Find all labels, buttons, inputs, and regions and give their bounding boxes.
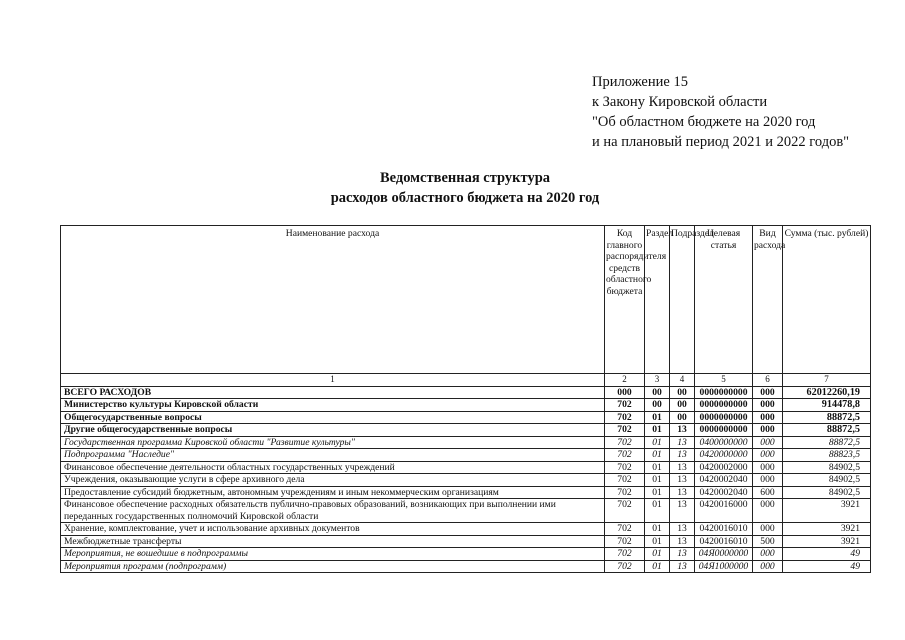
row-target-cell: 0000000000 xyxy=(695,399,753,412)
table-body xyxy=(61,386,871,573)
row-subsection-cell: 00 xyxy=(670,411,695,424)
row-subsection-cell: 13 xyxy=(670,535,695,548)
row-admin-code-cell: 702 xyxy=(605,560,645,573)
appendix-line-2: к Закону Кировской области xyxy=(592,94,768,110)
row-name-cell: Государственная программа Кировской области "Развитие культуры" xyxy=(61,436,605,449)
row-amount-cell: 88872,5 xyxy=(783,424,871,437)
column-number: 4 xyxy=(670,374,695,387)
row-name-cell: Общегосударственные вопросы xyxy=(61,411,605,424)
row-target-cell: 0000000000 xyxy=(695,424,753,437)
table-row xyxy=(61,449,871,462)
row-target-cell: 0420002040 xyxy=(695,486,753,499)
row-expense-type-cell: 000 xyxy=(753,461,783,474)
row-section-cell: 00 xyxy=(645,386,670,399)
table-row xyxy=(61,535,871,548)
row-name-cell: ВСЕГО РАСХОДОВ xyxy=(61,386,605,399)
row-subsection-cell: 13 xyxy=(670,523,695,536)
row-amount-cell: 49 xyxy=(783,560,871,573)
appendix-line-1: Приложение 15 xyxy=(592,74,688,90)
row-section-cell: 01 xyxy=(645,486,670,499)
row-admin-code-cell: 702 xyxy=(605,411,645,424)
row-target-cell: 0420016000 xyxy=(695,499,753,523)
row-expense-type-cell: 500 xyxy=(753,535,783,548)
row-section-cell: 01 xyxy=(645,523,670,536)
row-section-cell: 01 xyxy=(645,436,670,449)
row-amount-cell: 84902,5 xyxy=(783,461,871,474)
table-row xyxy=(61,386,871,399)
row-subsection-cell: 13 xyxy=(670,424,695,437)
header-amount: Сумма (тыс. рублей) xyxy=(783,226,871,374)
row-admin-code-cell: 702 xyxy=(605,474,645,487)
row-amount-cell: 88872,5 xyxy=(783,411,871,424)
row-name-cell: Другие общегосударственные вопросы xyxy=(61,424,605,437)
row-section-cell: 01 xyxy=(645,548,670,561)
column-number: 5 xyxy=(695,374,753,387)
table-row xyxy=(61,399,871,412)
row-amount-cell: 84902,5 xyxy=(783,486,871,499)
row-name-cell: Подпрограмма "Наследие" xyxy=(61,449,605,462)
table-row xyxy=(61,424,871,437)
row-section-cell: 01 xyxy=(645,535,670,548)
row-name-cell: Предоставление субсидий бюджетным, автономным учреждениям и иным некоммерческим организациям xyxy=(61,486,605,499)
row-section-cell: 01 xyxy=(645,449,670,462)
row-subsection-cell: 00 xyxy=(670,386,695,399)
row-admin-code-cell: 702 xyxy=(605,499,645,523)
row-amount-cell: 49 xyxy=(783,548,871,561)
table-row xyxy=(61,461,871,474)
row-amount-cell: 88823,5 xyxy=(783,449,871,462)
row-name-cell: Финансовое обеспечение деятельности областных государственных учреждений xyxy=(61,461,605,474)
header-admin-code: Код главного распорядителя средств областного бюджета xyxy=(605,226,645,374)
appendix-line-3: "Об областном бюджете на 2020 год xyxy=(592,114,816,130)
row-amount-cell: 88872,5 xyxy=(783,436,871,449)
row-section-cell: 01 xyxy=(645,424,670,437)
row-target-cell: 0000000000 xyxy=(695,386,753,399)
budget-table xyxy=(60,225,871,573)
row-target-cell: 0420002000 xyxy=(695,461,753,474)
row-target-cell: 0420016010 xyxy=(695,523,753,536)
title-line-2: расходов областного бюджета на 2020 год xyxy=(330,190,600,206)
table-row xyxy=(61,411,871,424)
row-expense-type-cell: 000 xyxy=(753,424,783,437)
table-row xyxy=(61,560,871,573)
row-subsection-cell: 13 xyxy=(670,560,695,573)
row-amount-cell: 914478,8 xyxy=(783,399,871,412)
row-target-cell: 0420002040 xyxy=(695,474,753,487)
table-row xyxy=(61,548,871,561)
row-expense-type-cell: 000 xyxy=(753,411,783,424)
column-number: 2 xyxy=(605,374,645,387)
row-name-cell: Финансовое обеспечение расходных обязательств публично-правовых образований, возникающих при выполнении ими переданных государственных полномочий Кировской области xyxy=(61,499,605,523)
row-section-cell: 01 xyxy=(645,499,670,523)
header-target: Целевая статья xyxy=(695,226,753,374)
row-subsection-cell: 13 xyxy=(670,499,695,523)
header-section: Раздел xyxy=(645,226,670,374)
row-admin-code-cell: 702 xyxy=(605,535,645,548)
row-expense-type-cell: 000 xyxy=(753,399,783,412)
row-admin-code-cell: 702 xyxy=(605,548,645,561)
row-target-cell: 04Я0000000 xyxy=(695,548,753,561)
table-row xyxy=(61,486,871,499)
row-subsection-cell: 13 xyxy=(670,474,695,487)
row-name-cell: Хранение, комплектование, учет и использование архивных документов xyxy=(61,523,605,536)
row-section-cell: 01 xyxy=(645,411,670,424)
row-expense-type-cell: 000 xyxy=(753,386,783,399)
row-subsection-cell: 13 xyxy=(670,436,695,449)
row-admin-code-cell: 702 xyxy=(605,399,645,412)
column-number: 6 xyxy=(753,374,783,387)
row-admin-code-cell: 702 xyxy=(605,424,645,437)
row-amount-cell: 62012260,19 xyxy=(783,386,871,399)
row-expense-type-cell: 000 xyxy=(753,474,783,487)
row-expense-type-cell: 000 xyxy=(753,449,783,462)
column-number: 7 xyxy=(783,374,871,387)
column-numbers-row xyxy=(61,374,871,387)
row-amount-cell: 3921 xyxy=(783,499,871,523)
row-expense-type-cell: 000 xyxy=(753,548,783,561)
row-subsection-cell: 13 xyxy=(670,461,695,474)
row-target-cell: 0420000000 xyxy=(695,449,753,462)
title-line-1: Ведомственная структура xyxy=(379,170,551,186)
appendix-line-4: и на плановый период 2021 и 2022 годов" xyxy=(592,134,850,150)
table-row xyxy=(61,499,871,523)
header-expense-type: Вид расхода xyxy=(753,226,783,374)
row-admin-code-cell: 702 xyxy=(605,486,645,499)
row-name-cell: Мероприятия, не вошедшие в подпрограммы xyxy=(61,548,605,561)
row-amount-cell: 84902,5 xyxy=(783,474,871,487)
row-amount-cell: 3921 xyxy=(783,523,871,536)
row-section-cell: 01 xyxy=(645,474,670,487)
row-amount-cell: 3921 xyxy=(783,535,871,548)
row-name-cell: Мероприятия программ (подпрограмм) xyxy=(61,560,605,573)
row-admin-code-cell: 702 xyxy=(605,523,645,536)
column-number: 1 xyxy=(61,374,605,387)
row-subsection-cell: 00 xyxy=(670,399,695,412)
row-admin-code-cell: 702 xyxy=(605,436,645,449)
row-target-cell: 0000000000 xyxy=(695,411,753,424)
row-section-cell: 01 xyxy=(645,560,670,573)
row-name-cell: Министерство культуры Кировской области xyxy=(61,399,605,412)
row-section-cell: 01 xyxy=(645,461,670,474)
row-admin-code-cell: 702 xyxy=(605,449,645,462)
row-target-cell: 0400000000 xyxy=(695,436,753,449)
row-admin-code-cell: 702 xyxy=(605,461,645,474)
row-subsection-cell: 13 xyxy=(670,548,695,561)
row-expense-type-cell: 000 xyxy=(753,523,783,536)
row-section-cell: 00 xyxy=(645,399,670,412)
appendix-note xyxy=(592,72,849,152)
row-target-cell: 0420016010 xyxy=(695,535,753,548)
row-subsection-cell: 13 xyxy=(670,449,695,462)
header-subsection: Подраздел xyxy=(670,226,695,374)
row-name-cell: Учреждения, оказывающие услуги в сфере архивного дела xyxy=(61,474,605,487)
row-expense-type-cell: 600 xyxy=(753,486,783,499)
table-header-row xyxy=(61,226,871,374)
table-row xyxy=(61,436,871,449)
table-row xyxy=(61,474,871,487)
column-number: 3 xyxy=(645,374,670,387)
row-admin-code-cell: 000 xyxy=(605,386,645,399)
header-name: Наименование расхода xyxy=(61,226,605,374)
row-expense-type-cell: 000 xyxy=(753,436,783,449)
table-row xyxy=(61,523,871,536)
document-title xyxy=(300,168,630,208)
row-expense-type-cell: 000 xyxy=(753,499,783,523)
row-expense-type-cell: 000 xyxy=(753,560,783,573)
row-subsection-cell: 13 xyxy=(670,486,695,499)
row-name-cell: Межбюджетные трансферты xyxy=(61,535,605,548)
row-target-cell: 04Я1000000 xyxy=(695,560,753,573)
